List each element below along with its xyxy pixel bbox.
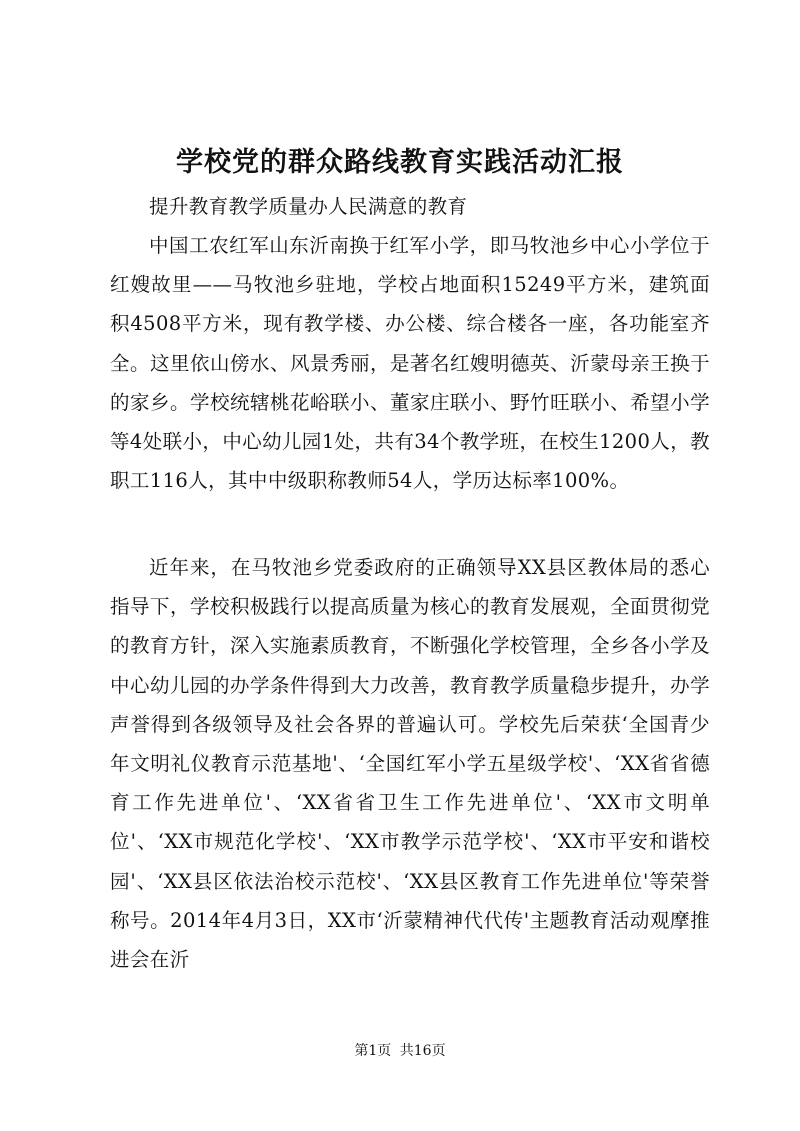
paragraph-achievements: 近年来，在马牧池乡党委政府的正确领导XX县区教体局的悉心指导下，学校积极践行以提高质量为核心的教育发展观，全面贯彻党的教育方针，深入实施素质教育，不断强化学校管理，全乡各小学及中心幼儿园的办学条件得到大力改善，教育教学质量稳步提升，办学声誉得到各级领导及社会各界的普遍认可。学校先后荣获‘全国青少年文明礼仪教育示范基地'、‘全国红军小学五星级学校'、‘XX省省德育工作先进单位'、‘XX省省卫生工作先进单位'、‘XX市文明单位'、‘XX市规范化学校'、‘XX市教学示范学校'、‘XX市平安和谐校园'、‘XX县区依法治校示范校'、‘XX县区教育工作先进单位'等荣誉称号。2014年4月3日，XX市‘沂蒙精神代代传'主题教育活动观摩推进会在沂: [110, 556, 710, 972]
document-title: 学校党的群众路线教育实践活动汇报: [176, 147, 624, 178]
paragraph-school-intro: 中国工农红军山东沂南换于红军小学，即马牧池乡中心小学位于红嫂故里——马牧池乡驻地，学校占地面积15249平方米，建筑面积4508平方米，现有教学楼、办公楼、综合楼各一座，各功能室齐全。这里依山傍水、风景秀丽，是著名红嫂明德英、沂蒙母亲王换于的家乡。学校统辖桃花峪联小、董家庄联小、野竹旺联小、希望小学等4处联小，中心幼儿园1处，共有34个教学班，在校生1200人，教职工116人，其中中级职称教师54人，学历达标率100%。: [110, 234, 710, 493]
page-total: 共16页: [399, 1043, 446, 1059]
document-subtitle: 提升教育教学质量办人民满意的教育: [149, 195, 468, 218]
page-footer: [0, 1041, 800, 1061]
page-number: 第1页: [354, 1043, 392, 1059]
